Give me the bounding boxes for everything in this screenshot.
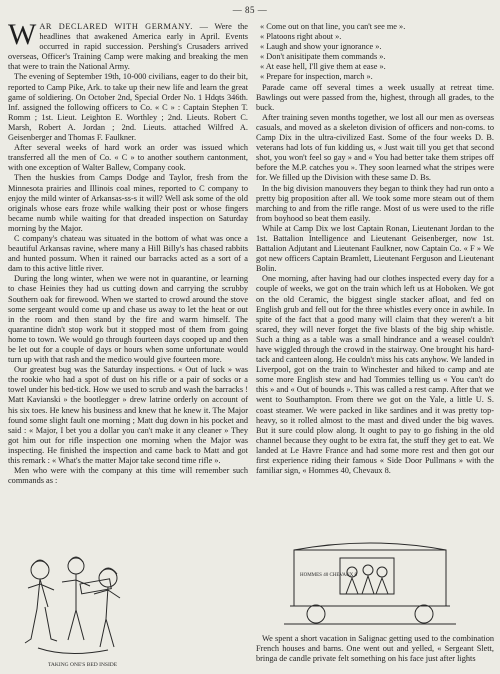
commands-list <box>256 22 494 83</box>
paragraph: While at Camp Dix we lost Captain Ronan, Lieutenant Jordan to the 1st. Battalion Intelligence and Lieutenant Geisenberger, now 1st. Battalion Adjutant and Lieutenant Faulkner, now Captain Co. « F » We got new officers Captain Bramlett, Lieutenant Ferguson and Lieutenant Bolin. <box>256 223 494 274</box>
command-item: « Don't anisitipate them commands ». <box>260 52 386 62</box>
boxcar-label: HOMMES 40 CHEVAUX 8 <box>300 573 357 578</box>
paragraph: We spent a short vacation in Salignac getting used to the combination French houses and barns. One went out and yelled, « Sergeant Slett, bringa de candle private felt something on his face just after lights <box>256 634 494 664</box>
paragraph: Then the huskies from Camps Dodge and Taylor, fresh from the Minnesota prairies and Illinois coal mines, reported to C company to enjoy the mild winter of Arkansas-ss-s it will? Well ask some of the old originals whose ears froze while walking their post or whose fingers became numb while waiting for that dreaded inspection on Saturday morning by the Major. <box>8 173 248 233</box>
command-item: « Platoons right about ». <box>260 32 342 42</box>
paragraph: Parade came off several times a week usually at retreat time. Bawlings out were passed from the, highest, through all grades, to the buck. <box>256 82 494 112</box>
command-item: « Prepare for inspection, march ». <box>260 72 373 82</box>
boxcar-cartoon-illustration <box>280 536 460 630</box>
cartoon-caption: TAKING ONE'S BED INSIDE <box>48 662 118 668</box>
article-heading-paragraph <box>8 18 248 72</box>
right-footer-block <box>256 634 494 664</box>
soldiers-cartoon-illustration <box>18 548 128 672</box>
left-column <box>8 18 248 486</box>
paragraph: In the big division manouvers they began to think they had run onto a pretty big proposition after all. We took some more steam out of them marching to and from the rifle range. Most of us were used to the rifle from boyhood so beat them easily. <box>256 183 494 223</box>
paragraph: During the long winter, when we were not in quarantine, or learning to chase Heinies they had us cutting down and carrying the scrubby Southern oak for firewood. When we started to crowd around the stove some sergeant would come up and chase us away to let the heat or out in the room and then stand by the fire and warm himself. The quarantine didn't stop work but it stopped most of them from going home to town. We would go through fourteen days cooped up and then be let out for a couple of days or hours when some unfortunate would turn up with that rash and the medico would give fourteen more. <box>8 274 248 365</box>
paragraph: Men who were with the company at this time will remember such commands as : <box>8 466 248 486</box>
page-number: — 85 — <box>232 5 268 15</box>
paragraph: C company's chateau was situated in the bottom of what was once a beautiful Arkansas ravine, where many a Hill Billy's has chased rabbits and hunted possum. When it rained our barracks acted as a sort of a dam to this active little river. <box>8 233 248 274</box>
paragraph: Our greatest bug was the Saturday inspections. « Out of luck » was the rookie who had a spot of dust on his rifle or a pair of socks or a towel under his bed-tick. How we used to scrub and wash the barracks ! Matt Kavianski » the bootlegger » drew latrine orderly on account of his six toes. He knew his business and knew that he knew it. The Major found some slight fault one morning ; Matt dug down in his pocket and said : « Major, I bet you a dollar you can't make it any cleaner » They got him out for rifle inspection one morning when the Major was inspecting. He finished the inspection and came back to Matt and got this remark : « What's the matter Major take second time rifle ». <box>8 365 248 466</box>
drop-cap: W <box>8 18 37 51</box>
article-heading: AR DECLARED WITH GERMANY. — <box>39 22 209 31</box>
command-item: « Come out on that line, you can't see me ». <box>260 22 406 31</box>
command-item: « Laugh and show your ignorance ». <box>260 42 382 52</box>
paragraph: After several weeks of hard work an order was issued which transferred all the men of Co. « C » to another southern cantonment, with one exception of Walter Ballew, Company cook. <box>8 143 248 173</box>
right-column <box>256 22 494 476</box>
paragraph: Were the headlines that awakened America early in April. Events occurred in rapid succession. Pershing's Crusaders arrived overseas, Officer's Training Camp were making and breaking the men that were to train the National Army. <box>8 22 248 72</box>
paragraph: One morning, after having had our clothes inspected every day for a couple of weeks, we got on the train which left us at Hoboken. We got on the old Ceramic, the biggest single stacker afloat, and fed on English grub and fell out for the three whistles every once in awhile. In spite of the fact that a good many will claim that they weren't a bit scared, they will never forget the five blasts of the big ship whistle. Such a thing as a table was a small hindrance and a weasel couldn't have wiggled through the crowd in the stairway. One brought his hard- tack and canteen along. He couldn't miss his cats anyhow. We landed in Liverpool, got on the train to Winchester and hiked to camp and ate some more English stew and had Tommies telling us « You can't do this » and « Out of bounds ». This was called a rest camp. After that we went to Southampton. From there we got on the Yale, a little U. S. coast steamer. We were packed in like sardines and it was pretty top- heavy, so it rolled almost to the mast and dived under the big waves. But it sure could plow along. It ought to pay to go fishing in the old channel because they ought to be extra fat, the stuff they get to eat. We landed at Le Havre France and had some more rest and then got our first experience riding their famous « Side Door Pullmans » with the familiar sign, « Hommes 40, Chevaux 8. <box>256 274 494 476</box>
paragraph: The evening of September 19th, 10-000 civilians, eager to do their bit, reported to Camp Pike, Ark. to take up their new life and learn the great game of soldiering. On October 2nd, Special Order No. 1 Hdqts 346th. Inf. assigned the following officers to Co. « C » : Captain Stephen T. Romm ; 1st. Lieut. Leighton E. Worthley ; 2nd. Lieuts. Robert C. Marsh, Robert A. Jordan ; 2nd. Lieuts. attached Wilfred A. Geisenberger and Thomas F. Faulkner. <box>8 72 248 143</box>
paragraph: After training seven months together, we lost all our men as overseas casuals, and moved as a skeleton division of officers and non-coms. to Camp Dix in the ultra-civilized East. Some of the four weeks D. B. veterans had lots of fun kidding us, « Just wait till you get that second shot, you won't feel so gay » and « You had better take them stripes off before the M.P. catches you ». They soon learned what the stripes were for. We filled up the Division with these same D. Bs. <box>256 112 494 183</box>
command-item: « At ease hell, I'll give them at ease ». <box>260 62 386 72</box>
